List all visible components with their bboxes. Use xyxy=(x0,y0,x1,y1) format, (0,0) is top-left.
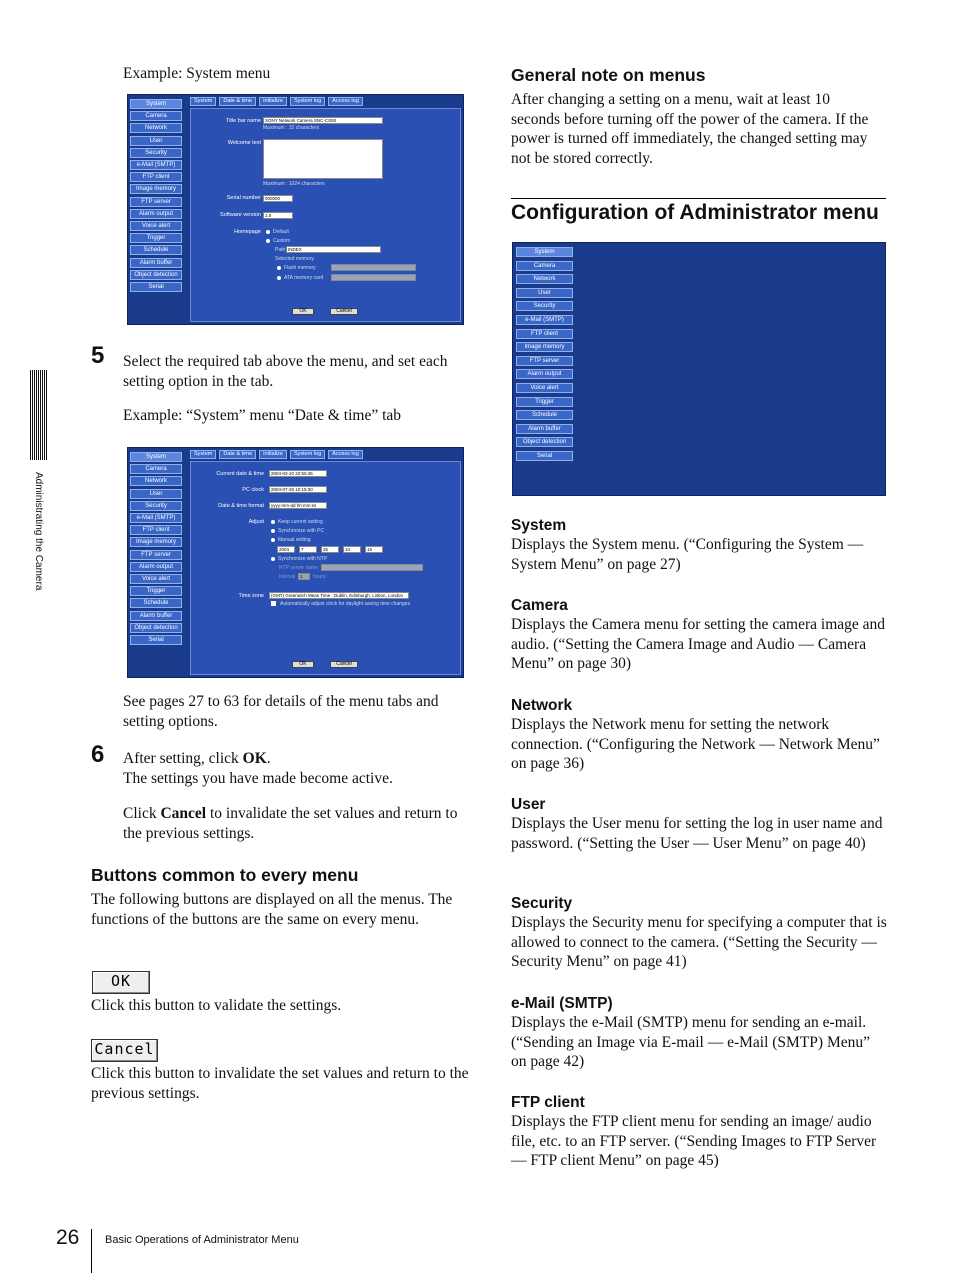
keep-current-label: Keep current setting xyxy=(278,519,323,525)
selected-memory-label: Selected memory xyxy=(275,256,314,262)
ntp-server-label: NTP server name xyxy=(279,565,319,571)
datetime-menu-screenshot xyxy=(127,447,464,678)
step-6-post: . xyxy=(266,750,271,767)
item-title-user: User xyxy=(511,796,546,813)
item-title-network: Network xyxy=(511,697,573,714)
item-title-e-mail-smtp: e-Mail (SMTP) xyxy=(511,995,613,1012)
tab-date-time[interactable]: Date & time xyxy=(219,450,256,459)
side-tab-marker xyxy=(30,370,47,460)
ntp-label: Synchronize with NTP xyxy=(278,556,328,562)
year-select[interactable]: 2004 xyxy=(277,546,295,553)
item-title-camera: Camera xyxy=(511,597,568,614)
menu-button-alarm-buffer[interactable]: Alarm buffer xyxy=(516,424,573,434)
interval-label: Interval xyxy=(279,574,296,580)
menu-button-ftp-server[interactable]: FTP server xyxy=(516,356,573,366)
radio-keep-current[interactable] xyxy=(271,520,275,524)
tab-system[interactable]: System xyxy=(190,97,216,106)
menu-button-user[interactable]: User xyxy=(130,136,182,146)
path-label: Path xyxy=(275,247,286,253)
menu-button-network[interactable]: Network xyxy=(130,476,182,486)
side-tab-label: Administrating the Camera xyxy=(33,472,44,591)
tab-access-log[interactable]: Access log xyxy=(328,97,363,106)
sync-pc-label: Synchronize with PC xyxy=(278,528,325,534)
menu-button-trigger[interactable]: Trigger xyxy=(516,397,573,407)
welcome-max-note: Maximum : 1024 characters xyxy=(263,181,325,187)
ata-memory-field xyxy=(331,274,416,281)
cancel-text xyxy=(123,804,468,843)
ntp-server-field xyxy=(321,564,423,571)
timezone-select[interactable]: (GMT) Greenwich Mean Time : Dublin, Edinburgh, Lisbon, London xyxy=(269,592,409,599)
hour-select[interactable]: 10 xyxy=(343,546,361,553)
menu-button-object-detection[interactable]: Object detection xyxy=(130,270,182,280)
menu-button-alarm-buffer[interactable]: Alarm buffer xyxy=(130,258,182,268)
tab-system-log[interactable]: System log xyxy=(290,450,325,459)
menu-button-ftp-client[interactable]: FTP client xyxy=(130,525,182,535)
title-bar-label: Title bar name xyxy=(226,118,261,124)
menu-button-alarm-output[interactable]: Alarm output xyxy=(130,209,182,219)
menu-sidebar xyxy=(128,95,190,324)
adjust-label: Adjust xyxy=(248,519,264,525)
menu-button-image-memory[interactable]: Image memory xyxy=(516,342,573,352)
current-datetime-field: 2004-03-10 22:50:45 xyxy=(269,470,327,477)
menu-button-alarm-output[interactable]: Alarm output xyxy=(130,562,182,572)
menu-button-image-memory[interactable]: Image memory xyxy=(130,184,182,194)
item-text-security: Displays the Security menu for specifying a computer that is allowed to connect to the camera. (“Setting the Security — Security Menu” on page 41) xyxy=(511,914,887,970)
section-rule xyxy=(511,198,886,199)
format-select[interactable]: yyyy-mm-dd hh:mm:ss xyxy=(269,502,327,509)
cancel-button[interactable]: Cancel xyxy=(330,661,358,668)
menu-button-security[interactable]: Security xyxy=(130,501,182,511)
step-6-text xyxy=(123,749,468,769)
hours-label: hours xyxy=(313,574,326,580)
item-title-security: Security xyxy=(511,895,573,912)
menu-button-schedule[interactable]: Schedule xyxy=(130,598,182,608)
item-text-user: Displays the User menu for setting the log in user name and password. (“Setting the User — User Menu” on page 40) xyxy=(511,815,883,852)
ok-button[interactable]: OK xyxy=(292,661,314,668)
menu-button-network[interactable]: Network xyxy=(516,274,573,284)
day-select[interactable]: 25 xyxy=(321,546,339,553)
item-text-network: Displays the Network menu for setting the network connection. (“Configuring the Network — Network Menu” on page 36) xyxy=(511,716,880,772)
menu-button-e-mail-smtp[interactable]: e-Mail (SMTP) xyxy=(516,315,573,325)
format-label: Date & time format xyxy=(218,503,264,509)
menu-button-trigger[interactable]: Trigger xyxy=(130,586,182,596)
buttons-intro: The following buttons are displayed on all the menus. The functions of the buttons are the same on every menu. xyxy=(91,891,453,928)
menu-button-camera[interactable]: Camera xyxy=(516,261,573,271)
menu-button-user[interactable]: User xyxy=(516,288,573,298)
welcome-textarea[interactable] xyxy=(263,139,383,179)
menu-button-trigger[interactable]: Trigger xyxy=(130,233,182,243)
footer-divider xyxy=(91,1229,92,1273)
item-text-e-mail-smtp: Displays the e-Mail (SMTP) menu for sending an e-mail. (“Sending an Image via E-mail — e-Mail (SMTP) Menu” on page 42) xyxy=(511,1014,870,1070)
tab-initialize[interactable]: Initialize xyxy=(259,450,287,459)
general-heading: General note on menus xyxy=(511,65,706,85)
tab-access-log[interactable]: Access log xyxy=(328,450,363,459)
menu-button-e-mail-smtp[interactable]: e-Mail (SMTP) xyxy=(130,160,182,170)
tab-bar xyxy=(190,450,363,460)
item-text-system: Displays the System menu. (“Configuring the System — System Menu” on page 27) xyxy=(511,536,864,573)
tab-system-log[interactable]: System log xyxy=(290,97,325,106)
homepage-label: Homepage xyxy=(234,229,261,235)
menu-button-object-detection[interactable]: Object detection xyxy=(516,437,573,447)
item-text-ftp-client: Displays the FTP client menu for sending an image/ audio file, etc. to an FTP server. (“Sending Images to FTP Server — FTP client Menu” on page 45) xyxy=(511,1113,877,1169)
system-menu-screenshot xyxy=(127,94,464,325)
flash-memory-label: Flash memory xyxy=(284,265,316,271)
menu-button-camera[interactable]: Camera xyxy=(130,464,182,474)
step-6-ok: OK xyxy=(242,750,267,767)
welcome-label: Welcome text xyxy=(227,140,261,146)
config-heading: Configuration of Administrator menu xyxy=(511,201,879,224)
menu-button-schedule[interactable]: Schedule xyxy=(516,410,573,420)
radio-ata-memory[interactable] xyxy=(277,276,281,280)
step-5-number: 5 xyxy=(91,342,105,369)
tab-system[interactable]: System xyxy=(190,450,216,459)
menu-button-serial[interactable]: Serial xyxy=(130,282,182,292)
serial-label: Serial number xyxy=(226,195,261,201)
buttons-heading: Buttons common to every menu xyxy=(91,865,359,885)
menu-button-alarm-output[interactable]: Alarm output xyxy=(516,369,573,379)
radio-custom[interactable] xyxy=(266,239,270,243)
page-number: 26 xyxy=(56,1226,80,1249)
pc-clock-field: 2004-07-25 10:15:30 xyxy=(269,486,327,493)
serial-field: 000000 xyxy=(263,195,293,202)
example-datetime-label: Example: “System” menu “Date & time” tab xyxy=(123,407,402,424)
item-text-camera: Displays the Camera menu for setting the camera image and audio. (“Setting the Camera Image and Audio — Camera Menu” on page 30) xyxy=(511,616,886,672)
menu-button-system[interactable]: System xyxy=(130,452,182,462)
ok-button-sample[interactable]: OK xyxy=(92,971,150,994)
software-label: Software version xyxy=(220,212,261,218)
path-input[interactable]: INDEX xyxy=(286,246,381,253)
ata-memory-label: ATA memory card xyxy=(284,275,324,281)
manual-label: Manual setting xyxy=(278,537,311,543)
menu-button-ftp-client[interactable]: FTP client xyxy=(130,172,182,182)
general-text: After changing a setting on a menu, wait at least 10 seconds before turning off the power of the camera. If the power is turned off immediately, the changed setting may not be stored correctly. xyxy=(511,91,869,167)
menu-button-voice-alert[interactable]: Voice alert xyxy=(130,574,182,584)
menu-button-alarm-buffer[interactable]: Alarm buffer xyxy=(130,611,182,621)
menu-button-serial[interactable]: Serial xyxy=(516,451,573,461)
menu-button-serial[interactable]: Serial xyxy=(130,635,182,645)
radio-sync-pc[interactable] xyxy=(271,529,275,533)
menu-button-object-detection[interactable]: Object detection xyxy=(130,623,182,633)
cancel-pre: Click xyxy=(123,805,161,822)
current-datetime-label: Current date & time xyxy=(216,471,264,477)
tab-date-time[interactable]: Date & time xyxy=(219,97,256,106)
menu-button-user[interactable]: User xyxy=(130,489,182,499)
menu-button-network[interactable]: Network xyxy=(130,123,182,133)
menu-button-e-mail-smtp[interactable]: e-Mail (SMTP) xyxy=(130,513,182,523)
step-5-text: Select the required tab above the menu, and set each setting option in the tab. xyxy=(123,353,448,390)
menu-button-ftp-server[interactable]: FTP server xyxy=(130,550,182,560)
step-6-pre: After setting, click xyxy=(123,750,243,767)
minute-select[interactable]: 15 xyxy=(365,546,383,553)
step-6-number: 6 xyxy=(91,741,105,768)
title-bar-input[interactable]: SONY Network Camera SNC-CS50 xyxy=(263,117,383,124)
custom-label: Custom xyxy=(273,238,291,244)
admin-menu-screenshot xyxy=(512,242,886,496)
tab-bar xyxy=(190,97,363,107)
menu-button-schedule[interactable]: Schedule xyxy=(130,245,182,255)
month-select[interactable]: 7 xyxy=(299,546,317,553)
footer-section-title: Basic Operations of Administrator Menu xyxy=(105,1234,299,1246)
menu-button-security[interactable]: Security xyxy=(130,148,182,158)
cancel-desc: Click this button to invalidate the set values and return to the previous settings. xyxy=(91,1065,469,1102)
timezone-label: Time zone xyxy=(238,593,264,599)
flash-memory-field xyxy=(331,264,416,271)
menu-sidebar xyxy=(513,243,575,495)
pc-clock-label: PC clock xyxy=(242,487,264,493)
ok-button[interactable]: OK xyxy=(292,308,314,315)
title-max-note: Maximum : 32 characters xyxy=(263,125,320,131)
menu-button-camera[interactable]: Camera xyxy=(130,111,182,121)
menu-button-voice-alert[interactable]: Voice alert xyxy=(516,383,573,393)
menu-sidebar xyxy=(128,448,190,677)
default-label: Default xyxy=(273,229,289,235)
menu-button-voice-alert[interactable]: Voice alert xyxy=(130,221,182,231)
settings-panel xyxy=(190,108,461,322)
step-6-line2: The settings you have made become active. xyxy=(123,770,393,787)
auto-adjust-label: Automatically adjust clock for daylight saving time changes xyxy=(280,601,411,607)
radio-manual[interactable] xyxy=(271,538,275,542)
cancel-button[interactable]: Cancel xyxy=(330,308,358,315)
item-title-ftp-client: FTP client xyxy=(511,1094,585,1111)
radio-flash-memory[interactable] xyxy=(277,266,281,270)
example-system-label: Example: System menu xyxy=(123,65,271,82)
menu-button-system[interactable]: System xyxy=(130,99,182,109)
software-field: 1.0 xyxy=(263,212,293,219)
auto-adjust-checkbox[interactable] xyxy=(271,601,276,606)
tab-initialize[interactable]: Initialize xyxy=(259,97,287,106)
settings-panel xyxy=(190,461,461,675)
menu-button-system[interactable]: System xyxy=(516,247,573,257)
interval-field: 1 xyxy=(298,573,310,580)
cancel-button-sample[interactable]: Cancel xyxy=(91,1039,158,1062)
cancel-post: to invalidate the set values and return to the previous settings. xyxy=(123,805,458,842)
see-pages-text: See pages 27 to 63 for details of the menu tabs and setting options. xyxy=(123,693,439,730)
item-title-system: System xyxy=(511,517,567,534)
menu-button-ftp-client[interactable]: FTP client xyxy=(516,329,573,339)
cancel-bold: Cancel xyxy=(160,805,207,822)
radio-ntp[interactable] xyxy=(271,557,275,561)
radio-default[interactable] xyxy=(266,230,270,234)
menu-button-image-memory[interactable]: Image memory xyxy=(130,537,182,547)
menu-button-security[interactable]: Security xyxy=(516,301,573,311)
ok-desc: Click this button to validate the settings. xyxy=(91,997,342,1014)
menu-button-ftp-server[interactable]: FTP server xyxy=(130,197,182,207)
